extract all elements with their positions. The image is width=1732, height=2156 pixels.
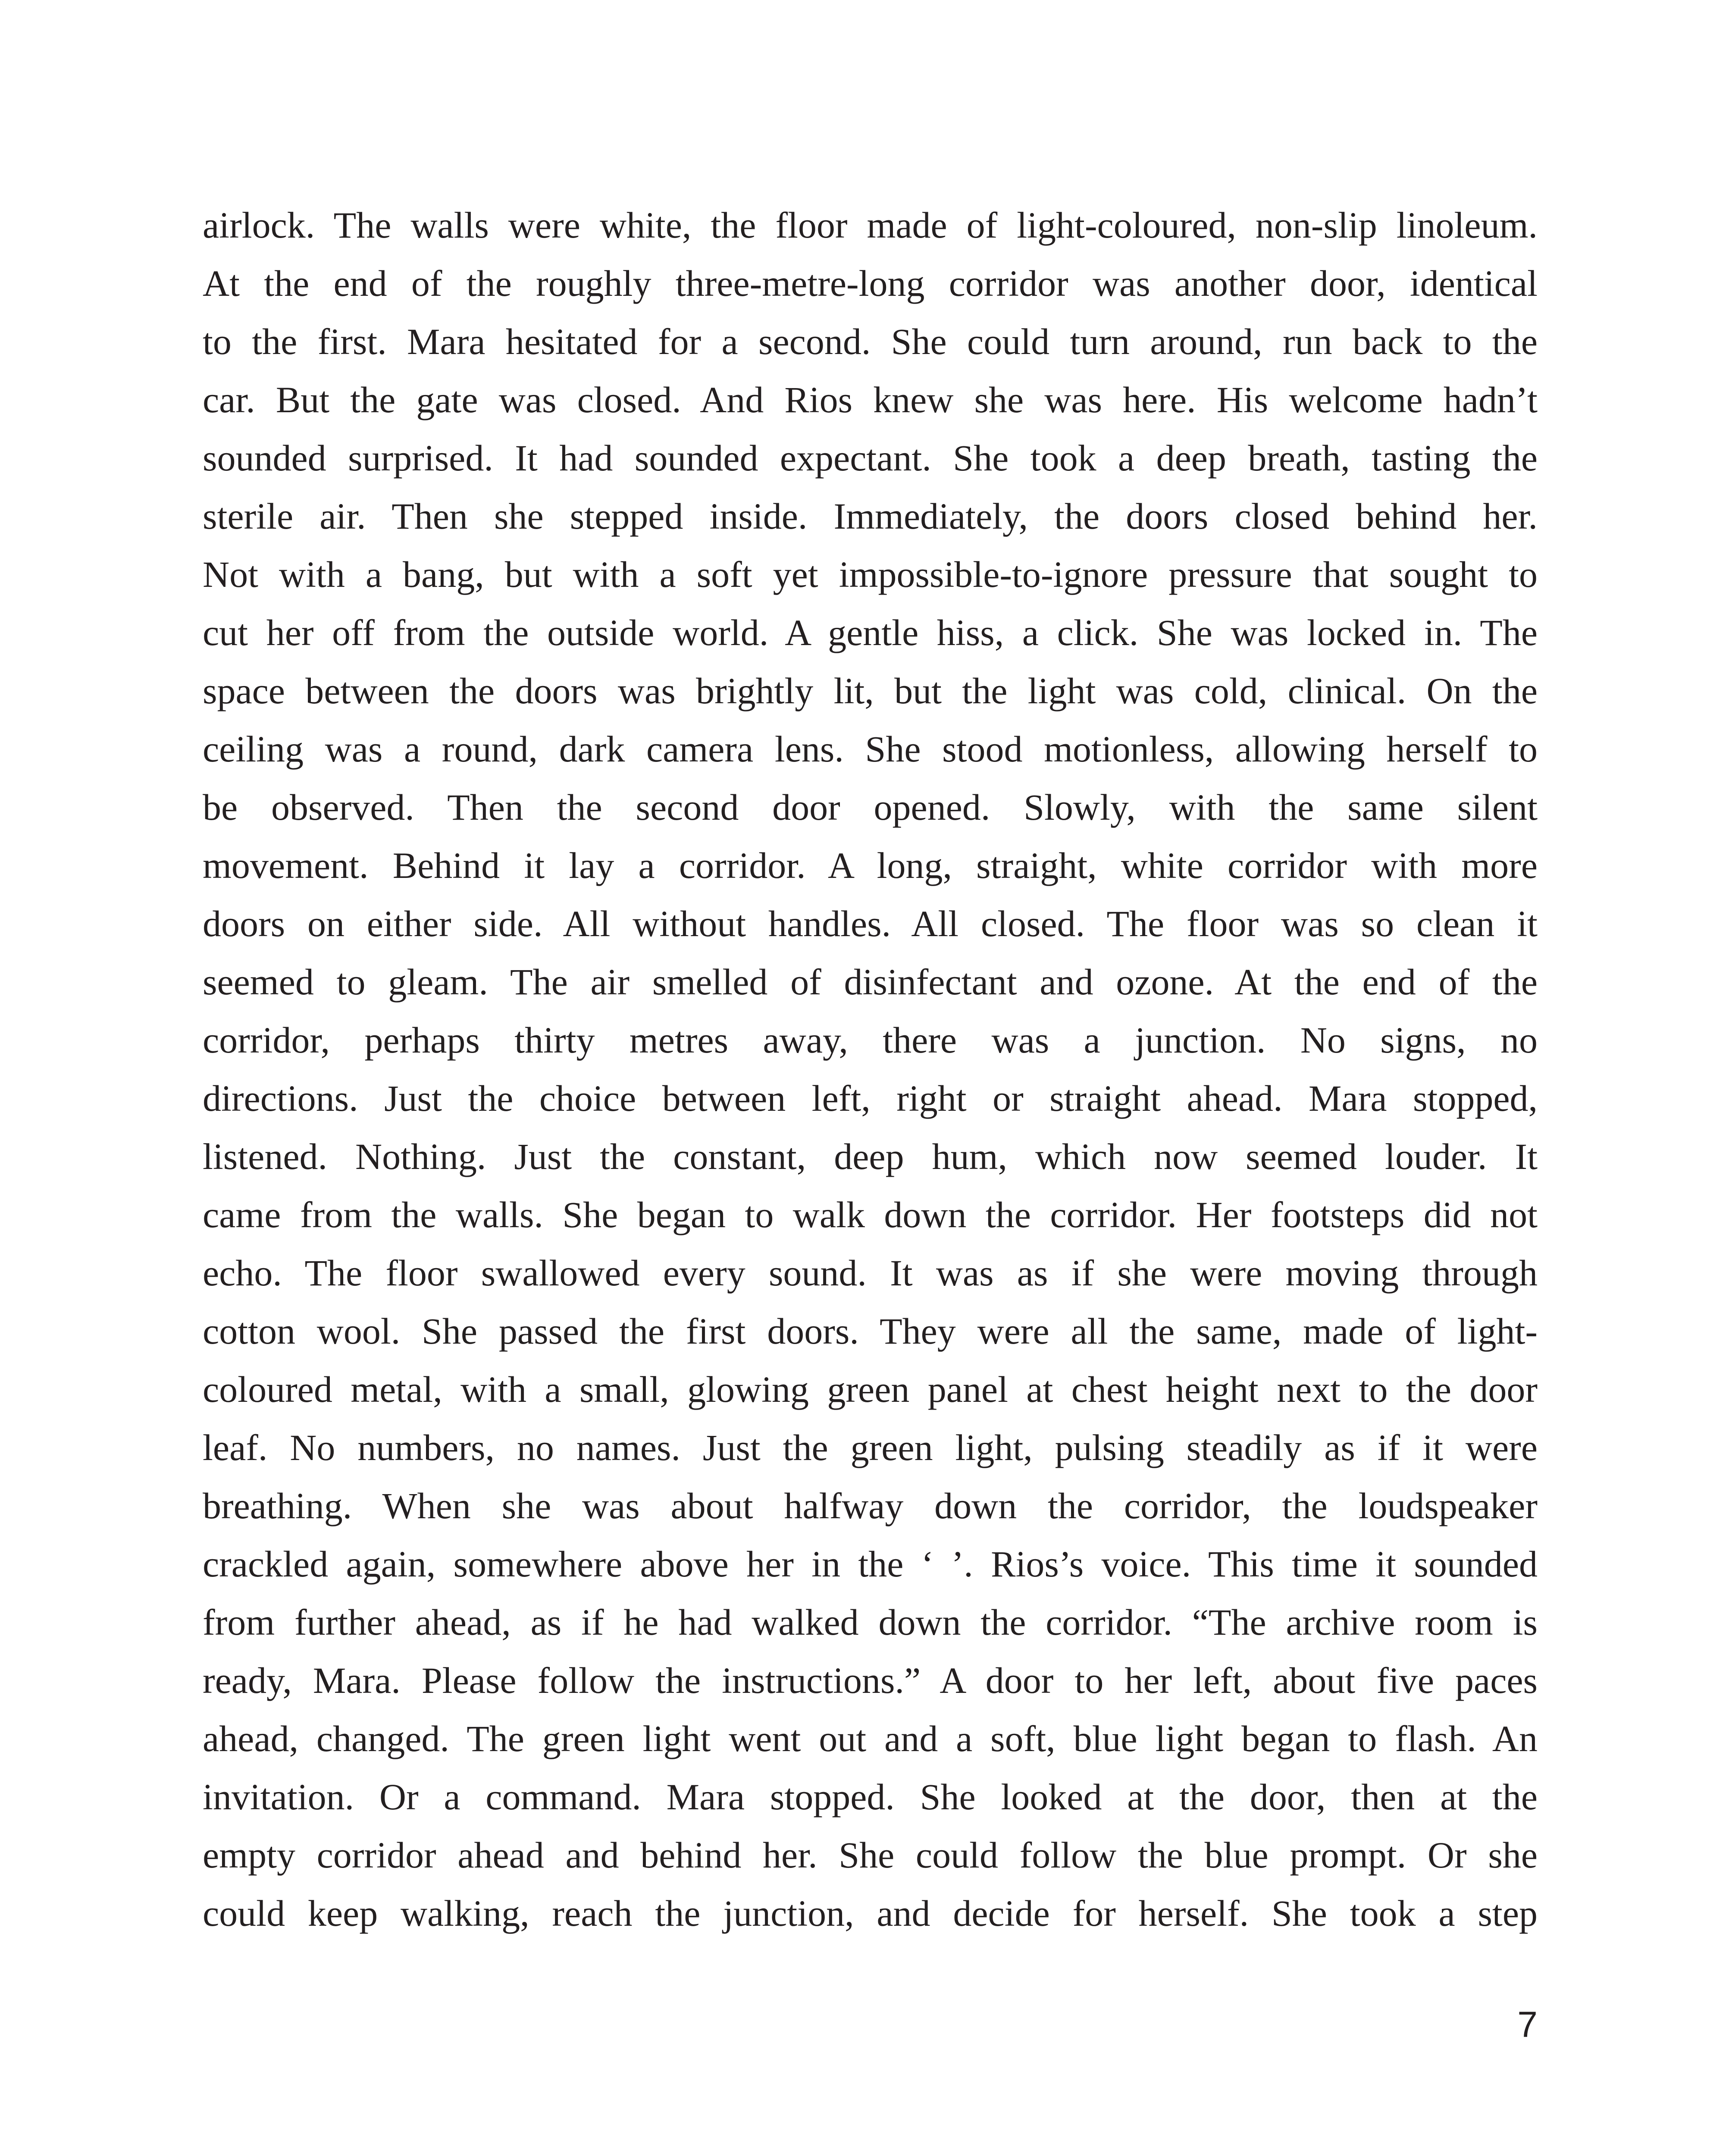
text-line: could keep walking, reach the junction, and decide for herself. She took a step [203, 1893, 1538, 1934]
text-line: coloured metal, with a small, glowing green panel at chest height next to the door [203, 1369, 1538, 1410]
page-number: 7 [1517, 2004, 1538, 2045]
text-line: breathing. When she was about halfway down the corridor, the loudspeaker [203, 1485, 1538, 1526]
text-line: ahead, changed. The green light went out and a soft, blue light began to flash. An [203, 1718, 1538, 1759]
text-line: leaf. No numbers, no names. Just the green light, pulsing steadily as if it were [203, 1427, 1538, 1468]
text-line: be observed. Then the second door opened. Slowly, with the same silent [203, 787, 1538, 828]
text-line: directions. Just the choice between left, right or straight ahead. Mara stopped, [203, 1078, 1538, 1119]
text-line: space between the doors was brightly lit, but the light was cold, clinical. On the [203, 670, 1538, 711]
text-line: ceiling was a round, dark camera lens. She stood motionless, allowing herself to [203, 728, 1538, 770]
text-line: corridor, perhaps thirty metres away, there was a junction. No signs, no [203, 1019, 1538, 1061]
text-line: came from the walls. She began to walk down the corridor. Her footsteps did not [203, 1194, 1538, 1235]
body-text [203, 196, 1538, 1943]
text-line: invitation. Or a command. Mara stopped. She looked at the door, then at the [203, 1776, 1538, 1818]
text-line: crackled again, somewhere above her in the ‘ ’. Rios’s voice. This time it sounded [203, 1543, 1538, 1585]
text-line: car. But the gate was closed. And Rios knew she was here. His welcome hadn’t [203, 379, 1538, 420]
text-line: seemed to gleam. The air smelled of disinfectant and ozone. At the end of the [203, 961, 1538, 1003]
text-line: echo. The floor swallowed every sound. It was as if she were moving through [203, 1252, 1538, 1294]
text-line: sterile air. Then she stepped inside. Immediately, the doors closed behind her. [203, 495, 1538, 537]
text-line: listened. Nothing. Just the constant, deep hum, which now seemed louder. It [203, 1136, 1538, 1177]
text-line: cut her off from the outside world. A gentle hiss, a click. She was locked in. The [203, 612, 1538, 653]
text-line: doors on either side. All without handles. All closed. The floor was so clean it [203, 903, 1538, 944]
text-line: cotton wool. She passed the first doors. They were all the same, made of light- [203, 1310, 1538, 1352]
text-line: sounded surprised. It had sounded expectant. She took a deep breath, tasting the [203, 437, 1538, 479]
text-line: Not with a bang, but with a soft yet impossible-to-ignore pressure that sought to [203, 554, 1538, 595]
text-line: movement. Behind it lay a corridor. A long, straight, white corridor with more [203, 845, 1538, 886]
text-line: At the end of the roughly three-metre-long corridor was another door, identical [203, 263, 1538, 304]
text-line: from further ahead, as if he had walked down the corridor. “The archive room is [203, 1601, 1538, 1643]
text-line: ready, Mara. Please follow the instructions.” A door to her left, about five paces [203, 1660, 1538, 1701]
text-line: airlock. The walls were white, the floor made of light-coloured, non-slip linoleum. [203, 204, 1538, 246]
text-line: empty corridor ahead and behind her. She could follow the blue prompt. Or she [203, 1834, 1538, 1876]
text-line: to the first. Mara hesitated for a second. She could turn around, run back to the [203, 321, 1538, 362]
